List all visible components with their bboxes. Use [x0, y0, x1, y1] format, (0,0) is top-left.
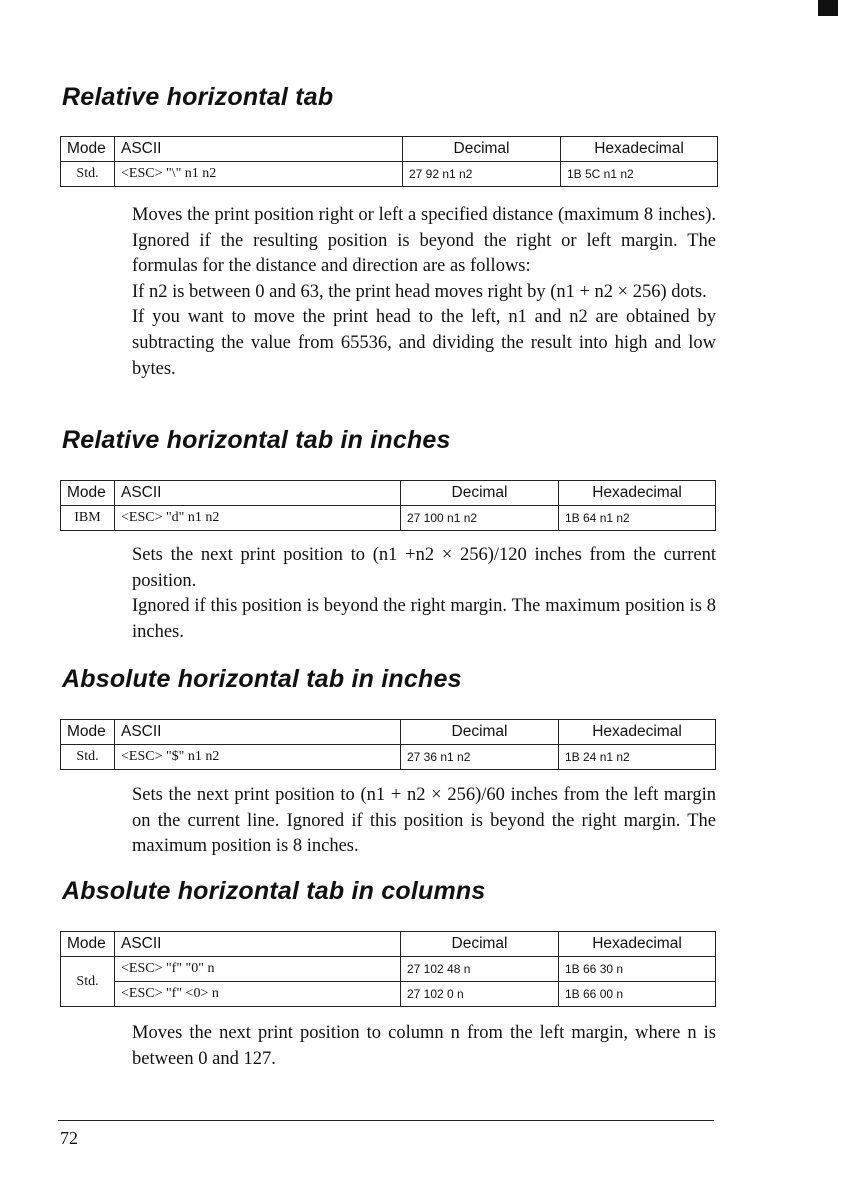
- paragraph: Ignored if this position is beyond the right margin. The maximum position is 8 inches.: [132, 596, 716, 642]
- header-decimal: Decimal: [401, 932, 559, 957]
- section-heading-relative-horizontal-tab-inches: Relative horizontal tab in inches: [62, 426, 451, 454]
- header-decimal: Decimal: [401, 481, 559, 506]
- paragraph: Moves the next print position to column n from the left margin, where n is between 0 and 127.: [132, 1023, 716, 1069]
- page-number: 72: [60, 1128, 78, 1148]
- table-header-row: [61, 137, 718, 162]
- table-row: [61, 957, 716, 982]
- corner-registration-mark: [818, 0, 838, 16]
- hex-cell: 1B 66 00 n: [559, 982, 716, 1007]
- header-mode: Mode: [61, 932, 115, 957]
- paragraph: If you want to move the print head to the left, n1 and n2 are obtained by subtracting the value from 65536, and dividing the result into high and low bytes.: [132, 307, 716, 379]
- paragraph: If n2 is between 0 and 63, the print head moves right by (n1 + n2 × 256) dots.: [132, 281, 707, 302]
- paragraph: Moves the print position right or left a specified distance (maximum 8 inches). Ignored if the resulting position is beyond the right or left margin. The formulas for the distance and direction are as follows:: [132, 205, 716, 277]
- paragraph: Sets the next print position to (n1 + n2 × 256)/60 inches from the left margin on the current line. Ignored if this position is beyond the right margin. The maximum position is 8 inches.: [132, 785, 716, 857]
- description-absolute-horizontal-tab-columns: [132, 1021, 716, 1072]
- header-hexadecimal: Hexadecimal: [559, 932, 716, 957]
- header-ascii: ASCII: [115, 137, 403, 162]
- header-ascii: ASCII: [115, 932, 401, 957]
- command-table-relative-horizontal-tab-inches: [60, 480, 716, 531]
- header-decimal: Decimal: [403, 137, 561, 162]
- table-row: [61, 745, 716, 770]
- decimal-cell: 27 92 n1 n2: [403, 162, 561, 187]
- ascii-cell: <ESC> "$" n1 n2: [115, 745, 401, 770]
- paragraph: Sets the next print position to (n1 +n2 × 256)/120 inches from the current position.: [132, 545, 716, 591]
- ascii-cell: <ESC> "\" n1 n2: [115, 162, 403, 187]
- header-decimal: Decimal: [401, 720, 559, 745]
- decimal-cell: 27 102 48 n: [401, 957, 559, 982]
- decimal-cell: 27 102 0 n: [401, 982, 559, 1007]
- decimal-cell: 27 36 n1 n2: [401, 745, 559, 770]
- header-hexadecimal: Hexadecimal: [559, 481, 716, 506]
- ascii-cell: <ESC> "d" n1 n2: [115, 506, 401, 531]
- table-row: [61, 162, 718, 187]
- description-absolute-horizontal-tab-inches: [132, 783, 716, 860]
- description-relative-horizontal-tab-inches: [132, 543, 716, 645]
- header-ascii: ASCII: [115, 481, 401, 506]
- section-heading-absolute-horizontal-tab-inches: Absolute horizontal tab in inches: [62, 665, 462, 693]
- description-relative-horizontal-tab: [132, 203, 716, 382]
- decimal-cell: 27 100 n1 n2: [401, 506, 559, 531]
- ascii-cell: <ESC> "f" <0> n: [115, 982, 401, 1007]
- section-heading-relative-horizontal-tab: Relative horizontal tab: [62, 83, 334, 111]
- command-table-relative-horizontal-tab: [60, 136, 718, 187]
- command-table-absolute-horizontal-tab-columns: [60, 931, 716, 1007]
- header-hexadecimal: Hexadecimal: [559, 720, 716, 745]
- ascii-cell: <ESC> "f" "0" n: [115, 957, 401, 982]
- mode-cell: Std.: [61, 745, 115, 770]
- header-mode: Mode: [61, 137, 115, 162]
- hex-cell: 1B 66 30 n: [559, 957, 716, 982]
- footer-divider: [58, 1120, 714, 1121]
- header-ascii: ASCII: [115, 720, 401, 745]
- mode-cell: Std.: [61, 957, 115, 1007]
- table-row: [61, 506, 716, 531]
- table-header-row: [61, 932, 716, 957]
- mode-cell: IBM: [61, 506, 115, 531]
- hex-cell: 1B 24 n1 n2: [559, 745, 716, 770]
- command-table-absolute-horizontal-tab-inches: [60, 719, 716, 770]
- mode-cell: Std.: [61, 162, 115, 187]
- table-row: [61, 982, 716, 1007]
- hex-cell: 1B 5C n1 n2: [561, 162, 718, 187]
- header-hexadecimal: Hexadecimal: [561, 137, 718, 162]
- table-header-row: [61, 481, 716, 506]
- table-header-row: [61, 720, 716, 745]
- hex-cell: 1B 64 n1 n2: [559, 506, 716, 531]
- header-mode: Mode: [61, 720, 115, 745]
- section-heading-absolute-horizontal-tab-columns: Absolute horizontal tab in columns: [62, 877, 486, 905]
- header-mode: Mode: [61, 481, 115, 506]
